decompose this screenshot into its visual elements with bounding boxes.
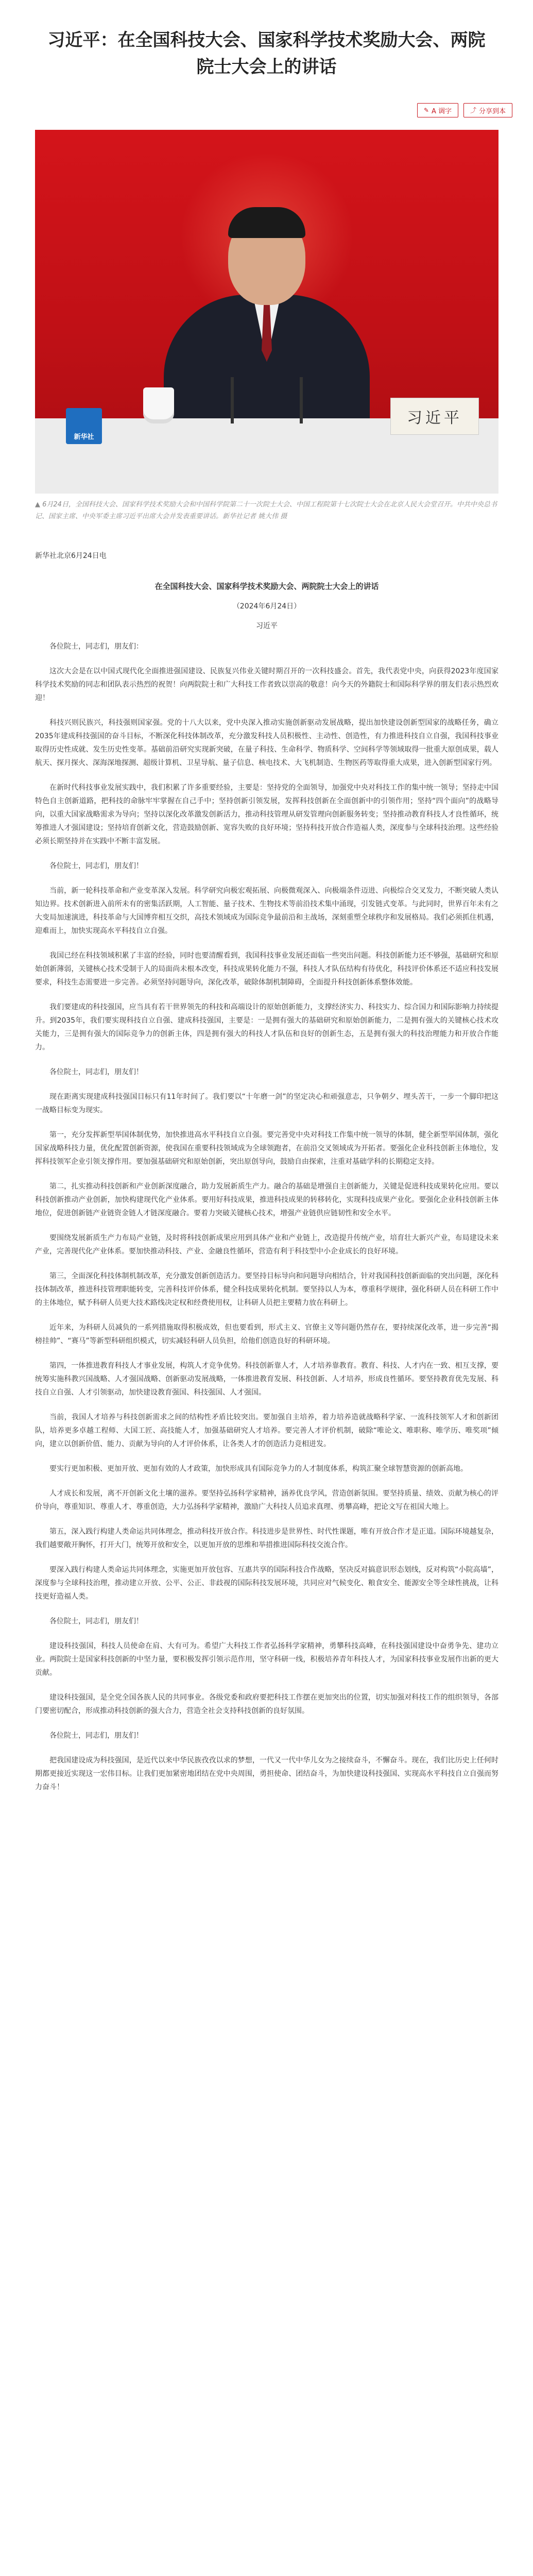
- share-label: 分享到本: [478, 107, 506, 115]
- body-paragraph: 第一，充分发挥新型举国体制优势，加快推进高水平科技自立自强。要完善党中央对科技工作集中统一领导的体制，健全新型举国体制，强化国家战略科技力量，优化配置创新资源，使我国在重要科技领域成为全球领跑者，在前沿交叉领域成为开拓者。要强化企业科技创新主体地位，发挥科技领军企业引领支撑作用。要加强基础研究和原始创新，突出原创导向，鼓励自由探索，注重对基础学科的长期稳定支持。: [35, 1131, 498, 1166]
- greeting-line: 各位院士，同志们，朋友们！: [49, 1732, 143, 1740]
- speaker-name: 习近平: [256, 622, 278, 630]
- body-paragraph: 近年来，为科研人员减负的一系列措施取得积极成效，但也要看到，形式主义、官僚主义等问题仍然存在，要持续深化改革，进一步完善“揭榜挂帅”、“赛马”等新型科研组织模式，切实减轻科研人员负担，给他们创造良好的科研环境。: [35, 1324, 498, 1345]
- photo-caption: ▲ 6月24日，全国科技大会、国家科学技术奖励大会和中国科学院第二十一次院士大会、中国工程院第十七次院士大会在北京人民大会堂召开。中共中央总书记、国家主席、中央军委主席习近平出席大会并发表重要讲话。新华社记者 姚大伟 摄: [35, 501, 497, 520]
- article-title: [0, 0, 533, 80]
- body-paragraph: 这次大会是在以中国式现代化全面推进强国建设、民族复兴伟业关键时期召开的一次科技盛会。首先，我代表党中央，向获得2023年度国家科学技术奖励的同志和团队表示热烈的祝贺！向两院院士和广大科技工作者致以崇高的敬意！向今天的外籍院士和国际科学界的朋友们表示热烈欢迎！: [35, 667, 498, 702]
- font-size-button[interactable]: [417, 103, 458, 117]
- greeting-line: 各位院士，同志们，朋友们！: [49, 1617, 143, 1625]
- body-paragraph: 第二，扎实推动科技创新和产业创新深度融合，助力发展新质生产力。融合的基础是增强自主创新能力，关键是促进科技成果转化应用。要以科技创新推动产业创新，加快构建现代化产业体系。要用好科技成果，推进科技成果的转移转化，实现科技成果产业化。要强化企业科技创新主体地位，促进创新链产业链资金链人才链深度融合。要着力突破关键核心技术，增强产业链供应链韧性和安全水平。: [35, 1182, 498, 1217]
- speech-date: （2024年6月24日）: [232, 602, 301, 611]
- body-paragraph: 我国已经在科技领域积累了丰富的经验，同时也要清醒看到，我国科技事业发展还面临一些突出问题。科技创新能力还不够强，基础研究和原始创新薄弱，关键核心技术受制于人的局面尚未根本改变，科技成果转化能力不强，科技人才队伍结构有待优化，科技评价体系还不适应科技发展要求，科技生态需要进一步完善。必须坚持问题导向，深化改革，破除体制机制障碍，全面提升科技创新体系整体效能。: [35, 952, 498, 987]
- font-size-icon: ✎: [423, 107, 429, 114]
- body-paragraph: 科技兴则民族兴，科技强则国家强。党的十八大以来，党中央深入推动实施创新驱动发展战略，提出加快建设创新型国家的战略任务，确立2035年建成科技强国的奋斗目标，不断深化科技体制改革，充分激发科技人员积极性、主动性、创造性，有力推进科技自立自强，我国科技事业取得历史性成就、发生历史性变革。基础前沿研究实现新突破，在量子科技、生命科学、物质科学、空间科学等领域取得一批重大原创成果，载人航天、探月探火、深海深地探测、超级计算机、卫星导航、量子信息、核电技术、大飞机制造、生物医药等取得重大成果，进入创新型国家行列。: [35, 719, 498, 767]
- article-photo: [35, 130, 498, 494]
- body-paragraph: 第五，深入践行构建人类命运共同体理念，推动科技开放合作。科技进步是世界性、时代性课题，唯有开放合作才是正道。国际环境越复杂，我们越要敞开胸怀，打开大门，统筹开放和安全，以更加开放的思维和举措推进国际科技交流合作。: [35, 1528, 498, 1549]
- greeting-line: 各位院士，同志们，朋友们！: [49, 862, 143, 870]
- xinhua-logo-text: 新华社: [74, 433, 94, 441]
- dateline: 新华社北京6月24日电: [35, 552, 107, 560]
- speech-title: 在全国科技大会、国家科学技术奖励大会、两院院士大会上的讲话: [154, 582, 379, 591]
- speech-paragraphs: [35, 640, 498, 1794]
- body-paragraph: 第三，全面深化科技体制机制改革，充分激发创新创造活力。要坚持目标导向和问题导向相结合，针对我国科技创新面临的突出问题，深化科技体制改革，推进科技管理职能转变，完善科技评价体系，健全科技成果转化机制。要坚持以人为本，尊重科学规律，强化科研人员在科研工作中的主体地位，赋予科研人员更大技术路线决定权和经费使用权，让科研人员把主要精力放在科研上。: [35, 1272, 498, 1307]
- share-icon: ⤴: [470, 107, 476, 114]
- share-button[interactable]: [463, 103, 512, 117]
- body-paragraph: 要深入践行构建人类命运共同体理念，实施更加开放包容、互惠共享的国际科技合作战略，坚决反对搞意识形态划线，反对构筑“小院高墙”，深度参与全球科技治理，推动建立开放、公平、公正、非歧视的国际科技发展环境，共同应对气候变化、粮食安全、能源安全等全球性挑战，让科技更好造福人类。: [35, 1566, 498, 1601]
- body-paragraph: 现在距离实现建成科技强国目标只有11年时间了。我们要以“十年磨一剑”的坚定决心和顽强意志，只争朝夕、埋头苦干，一步一个脚印把这一战略目标变为现实。: [35, 1093, 498, 1114]
- body-paragraph: 要实行更加积极、更加开放、更加有效的人才政策，加快形成具有国际竞争力的人才制度体系，构筑汇聚全球智慧资源的创新高地。: [49, 1465, 468, 1473]
- body-paragraph: 在新时代科技事业发展实践中，我们积累了许多重要经验，主要是：坚持党的全面领导，加强党中央对科技工作的集中统一领导；坚持走中国特色自主创新道路，把科技的命脉牢牢掌握在自己手中；坚持创新引领发展，发挥科技创新在全面创新中的引领作用；坚持“四个面向”的战略导向，以重大国家战略需求为导向；坚持以深化改革激发创新活力，推动科技管理从研发管理向创新服务转变；坚持推动教育科技人才良性循环，统筹推进人才强国建设；坚持培育创新文化，营造鼓励创新、宽容失败的良好环境；坚持科技开放合作造福人类，深度参与全球科技治理。这些经验必须长期坚持并在实践中不断丰富发展。: [35, 784, 498, 845]
- microphone-icon: [300, 377, 303, 423]
- body-paragraph: 当前，我国人才培养与科技创新需求之间的结构性矛盾比较突出。要加强自主培养，着力培养造就战略科学家、一流科技领军人才和创新团队，培养更多卓越工程师、大国工匠、高技能人才，加强基础研究人才培养。要完善人才评价机制，破除“唯论文、唯职称、唯学历、唯奖项”倾向，建立以创新价值、能力、贡献为导向的人才评价体系，让各类人才的创造活力竞相迸发。: [35, 1413, 498, 1448]
- article-toolbar: [417, 103, 512, 117]
- xinhua-logo: [66, 408, 102, 444]
- body-paragraph: 把我国建设成为科技强国，是近代以来中华民族孜孜以求的梦想，一代又一代中华儿女为之接续奋斗，不懈奋斗。现在，我们比历史上任何时期都更接近实现这一宏伟目标。让我们更加紧密地团结在党中央周围，勇担使命、团结奋斗，为加快建设科技强国、实现高水平科技自立自强而努力奋斗！: [35, 1756, 498, 1791]
- microphone-icon: [231, 377, 234, 423]
- body-paragraph: 当前，新一轮科技革命和产业变革深入发展。科学研究向极宏观拓展、向极微观深入、向极端条件迈进、向极综合交叉发力，不断突破人类认知边界。技术创新进入前所未有的密集活跃期，人工智能、量子技术、生物技术等前沿技术集中涌现，引发链式变革。与此同时，世界百年未有之大变局加速演进，科技革命与大国博弈相互交织，高技术领域成为国际竞争最前沿和主战场，深刻重塑全球秩序和发展格局。我们必须抓住机遇，迎难而上，加快实现高水平科技自立自强。: [35, 887, 498, 935]
- body-paragraph: 我们要建成的科技强国，应当具有若干世界领先的科技和高端设计的原始创新能力，支撑经济实力、科技实力、综合国力和国际影响力持续提升。到2035年，我们要实现科技自立自强、建成科技强国，主要是：一是拥有强大的基础研究和原始创新能力，二是拥有强大的关键核心技术攻关能力，三是拥有强大的国际竞争力的创新主体，四是拥有强大的科技人才队伍和良好的创新生态，五是拥有强大的科技治理能力和开放合作能力。: [35, 1003, 498, 1052]
- greeting-line: 各位院士，同志们，朋友们：: [49, 642, 143, 651]
- photo-speaker-hair: [228, 207, 305, 238]
- article-title-line2: 院士大会上的讲话: [196, 57, 337, 77]
- body-paragraph: 要围绕发展新质生产力布局产业链，及时将科技创新成果应用到具体产业和产业链上，改造提升传统产业，培育壮大新兴产业，布局建设未来产业，完善现代化产业体系。要加快推动科技、产业、金融良性循环，营造有利于科技型中小企业成长的良好环境。: [35, 1234, 498, 1256]
- body-paragraph: 建设科技强国，科技人员使命在肩、大有可为。希望广大科技工作者弘扬科学家精神，勇攀科技高峰，在科技强国建设中奋勇争先、建功立业。两院院士是国家科技创新的中坚力量，要积极发挥引领示范作用，坚守科研一线，积极培养青年科技人才，为国家科技事业发展作出新的更大贡献。: [35, 1642, 498, 1677]
- teacup-icon: [143, 387, 174, 423]
- body-paragraph: 人才成长和发展，离不开创新文化土壤的滋养。要坚持弘扬科学家精神，涵养优良学风，营造创新氛围。要坚持质量、绩效、贡献为核心的评价导向，尊重知识、尊重人才、尊重创造，大力弘扬科学家精神，激励广大科技人员追求真理、勇攀高峰，把论文写在祖国大地上。: [35, 1489, 498, 1511]
- photo-nameplate: 习近平: [390, 398, 479, 435]
- article-body: [35, 550, 498, 1805]
- article-title-line1: 习近平：在全国科技大会、国家科学技术奖励大会、两院: [47, 30, 486, 50]
- greeting-line: 各位院士，同志们，朋友们！: [49, 1068, 143, 1076]
- font-size-label: A 调字: [431, 107, 452, 115]
- body-paragraph: 第四，一体推进教育科技人才事业发展，构筑人才竞争优势。科技创新靠人才，人才培养靠教育。教育、科技、人才内在一致、相互支撑，要统筹实施科教兴国战略、人才强国战略、创新驱动发展战略，一体推进教育发展、科技创新、人才培养，形成良性循环。要坚持教育优先发展、科技自立自强、人才引领驱动，加快建设教育强国、科技强国、人才强国。: [35, 1362, 498, 1397]
- body-paragraph: 建设科技强国，是全党全国各族人民的共同事业。各级党委和政府要把科技工作摆在更加突出的位置，切实加强对科技工作的组织领导，各部门要密切配合，形成推动科技创新的强大合力，营造全社会支持科技创新的良好氛围。: [35, 1693, 498, 1715]
